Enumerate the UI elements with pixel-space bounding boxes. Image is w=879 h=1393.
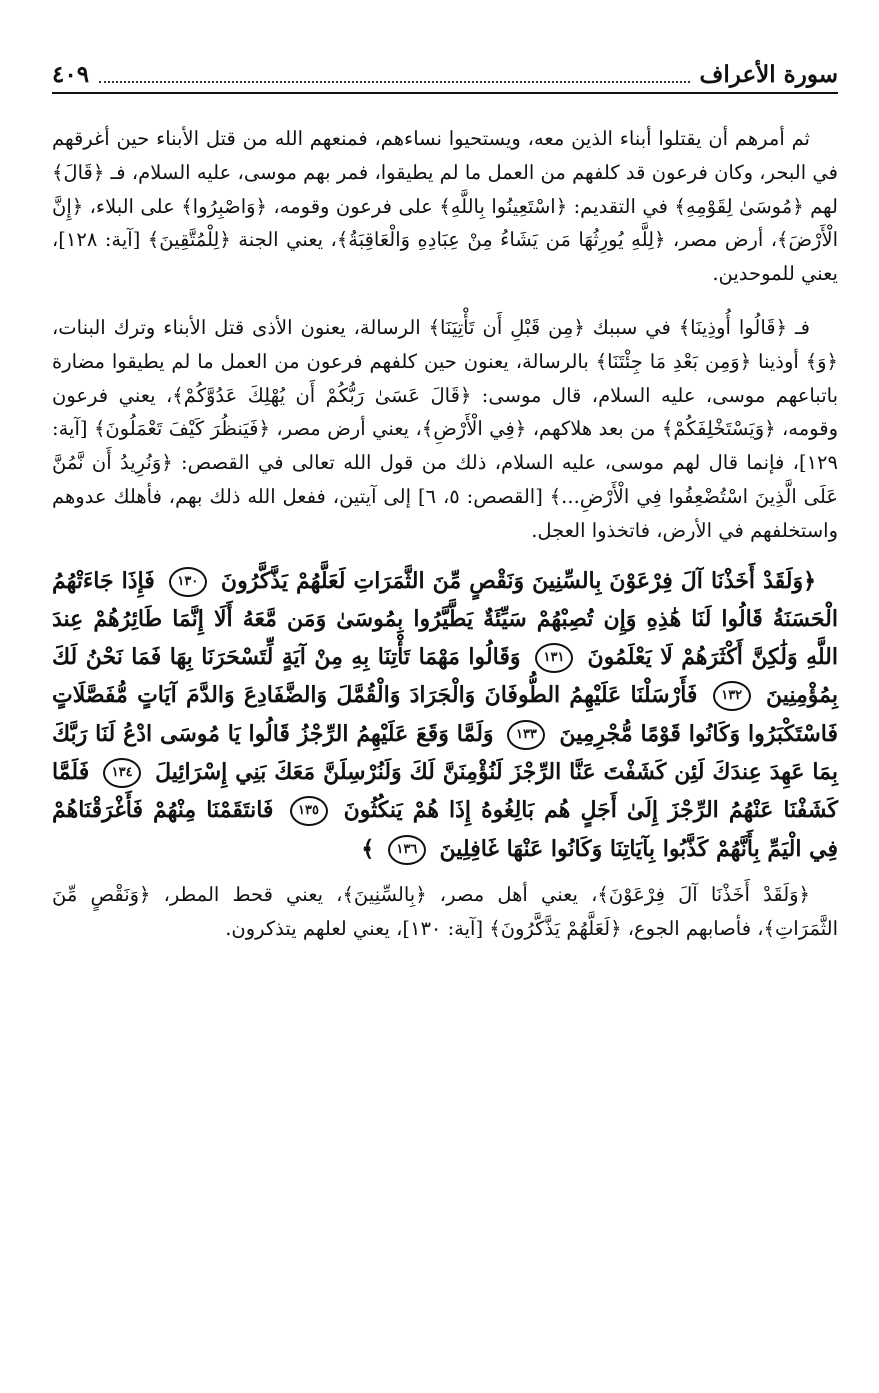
ayah-number-134: ١٣٤ xyxy=(103,758,141,788)
quran-block xyxy=(52,562,838,868)
commentary-paragraph-129: فـ ﴿قَالُوا أُوذِينَا﴾ في سببك ﴿مِن قَبْلِ أَن تَأْتِيَنَا﴾ الرسالة، يعنون الأذى قتل الأبناء وترك البنات، ﴿وَ﴾ أوذينا ﴿وَمِن بَعْدِ مَا جِئْتَنَا﴾ بالرسالة، يعنون حين كلفهم فرعون من العمل ما لم يطيقوا مضارة باتباعهم موسى، عليه السلام، قال موسى: ﴿قَالَ عَسَىٰ رَبُّكُمْ أَن يُهْلِكَ عَدُوَّكُمْ﴾، يعني فرعون وقومه، ﴿وَيَسْتَخْلِفَكُمْ﴾ من بعد هلاكهم، ﴿فِي الْأَرْضِ﴾، يعني أرض مصر، ﴿فَيَنظُرَ كَيْفَ تَعْمَلُونَ﴾ [آية: ١٢٩]، فإنما قال لهم موسى، عليه السلام، ذلك من قول الله تعالى في القصص: ﴿وَنُرِيدُ أَن نَّمُنَّ عَلَى الَّذِينَ اسْتُضْعِفُوا فِي الْأَرْضِ...﴾ [القصص: ٥، ٦] إلى آيتين، ففعل الله ذلك بهم، فأهلك عدوهم واستخلفهم في الأرض، فاتخذوا العجل. xyxy=(52,315,839,542)
ayah-number-136: ١٣٦ xyxy=(388,835,426,865)
ayah-number-131: ١٣١ xyxy=(535,643,573,673)
ayah-text-135: فَلَمَّا كَشَفْنَا عَنْهُمُ الرِّجْزَ إِلَىٰ أَجَلٍ هُم بَالِغُوهُ إِذَا هُمْ يَنكُثُونَ xyxy=(52,759,838,824)
header-dot-leader xyxy=(99,81,689,83)
page-number: ٤٠٩ xyxy=(52,61,90,88)
ayah-number-130: ١٣٠ xyxy=(169,567,207,597)
ayah-text-132: وَقَالُوا مَهْمَا تَأْتِنَا بِهِ مِنْ آيَةٍ لِّتَسْحَرَنَا بِهَا فَمَا نَحْنُ لَكَ بِمُؤْمِنِينَ xyxy=(52,644,838,709)
page xyxy=(52,48,838,1368)
surah-title: سورة الأعراف xyxy=(699,61,838,88)
ayah-text-136: فَانتَقَمْنَا مِنْهُمْ فَأَغْرَقْنَاهُمْ فِي الْيَمِّ بِأَنَّهُمْ كَذَّبُوا بِآيَاتِنَا وَكَانُوا عَنْهَا غَافِلِينَ xyxy=(52,797,838,862)
quran-closing-bracket: ﴾ xyxy=(361,835,375,862)
ayah-text-134: وَلَمَّا وَقَعَ عَلَيْهِمُ الرِّجْزُ قَالُوا يَا مُوسَى ادْعُ لَنَا رَبَّكَ بِمَا عَهِدَ عِندَكَ لَئِن كَشَفْتَ عَنَّا الرِّجْزَ لَنُؤْمِنَنَّ لَكَ وَلَنُرْسِلَنَّ مَعَكَ بَنِي إِسْرَائِيلَ xyxy=(52,720,838,786)
running-header xyxy=(52,48,838,94)
commentary-paragraph-130: ﴿وَلَقَدْ أَخَذْنَا آلَ فِرْعَوْنَ﴾، يعني أهل مصر، ﴿بِالسِّنِينَ﴾، يعني قحط المطر، ﴿وَنَقْصٍ مِّنَ الثَّمَرَاتِ﴾، فأصابهم الجوع، ﴿لَعَلَّهُمْ يَذَّكَّرُونَ﴾ [آية: ١٣٠]، يعني لعلهم يتذكرون. xyxy=(52,882,838,940)
ayah-number-135: ١٣٥ xyxy=(290,796,328,826)
ayah-text-133: فَأَرْسَلْنَا عَلَيْهِمُ الطُّوفَانَ وَالْجَرَادَ وَالْقُمَّلَ وَالضَّفَادِعَ وَالدَّمَ آيَاتٍ مُّفَصَّلَاتٍ فَاسْتَكْبَرُوا وَكَانُوا قَوْمًا مُّجْرِمِينَ xyxy=(52,682,839,747)
ayah-number-132: ١٣٢ xyxy=(713,681,751,711)
ayah-text-130: ﴿وَلَقَدْ أَخَذْنَا آلَ فِرْعَوْنَ بِالسِّنِينَ وَنَقْصٍ مِّنَ الثَّمَرَاتِ لَعَلَّهُمْ يَذَّكَّرُونَ xyxy=(220,567,816,594)
commentary-paragraph-128: ثم أمرهم أن يقتلوا أبناء الذين معه، ويستحيوا نساءهم، فمنعهم الله من قتل الأبناء حين أغرقهم في البحر، وكان فرعون قد كلفهم من العمل ما لم يطيقوا، فمر بهم موسى، عليه السلام، فـ ﴿قَالَ﴾ لهم ﴿مُوسَىٰ لِقَوْمِهِ﴾ في التقديم: ﴿اسْتَعِينُوا بِاللَّهِ﴾ على فرعون وقومه، ﴿وَاصْبِرُوا﴾ على البلاء، ﴿إِنَّ الْأَرْضَ﴾، أرض مصر، ﴿لِلَّهِ يُورِثُهَا مَن يَشَاءُ مِنْ عِبَادِهِ وَالْعَاقِبَةُ﴾، يعني الجنة ﴿لِلْمُتَّقِينَ﴾ [آية: ١٢٨]، يعني للموحدين. xyxy=(52,127,838,286)
ayah-text-131: فَإِذَا جَاءَتْهُمُ الْحَسَنَةُ قَالُوا لَنَا هَٰذِهِ وَإِن تُصِبْهُمْ سَيِّئَةٌ يَطَّيَّرُوا بِمُوسَىٰ وَمَن مَّعَهُ أَلَا إِنَّمَا طَائِرُهُمْ عِندَ اللَّهِ وَلَٰكِنَّ أَكْثَرَهُمْ لَا يَعْلَمُونَ xyxy=(52,567,838,671)
ayah-number-133: ١٣٣ xyxy=(507,720,545,750)
